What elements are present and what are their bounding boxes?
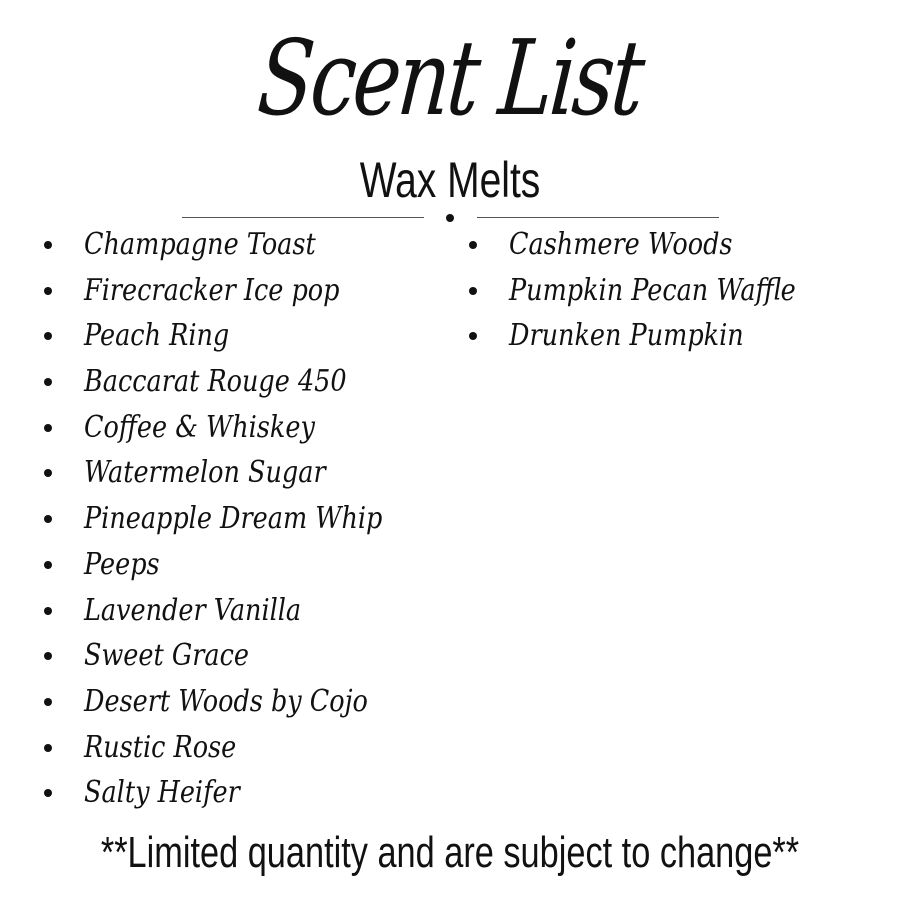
- bullet: [469, 287, 477, 295]
- list-item: [465, 268, 846, 314]
- bullet: [44, 607, 52, 615]
- scent-name: Pumpkin Pecan Waffle: [509, 272, 796, 308]
- divider-right: [477, 217, 719, 218]
- bullet: [44, 515, 52, 523]
- scent-name: Desert Woods by Cojo: [84, 683, 368, 719]
- list-item: [40, 359, 435, 405]
- scent-name: Pineapple Dream Whip: [84, 501, 383, 537]
- list-item: [40, 268, 435, 314]
- bullet: [44, 652, 52, 660]
- bullet: [44, 561, 52, 569]
- list-item: [465, 313, 846, 359]
- scent-name: Cashmere Woods: [509, 227, 733, 262]
- scent-name: Peeps: [84, 546, 160, 582]
- list-item: [40, 633, 435, 679]
- bullet: [44, 332, 52, 340]
- scent-name: Sweet Grace: [84, 638, 249, 674]
- scent-list-column-1: [40, 222, 435, 816]
- scent-name: Coffee & Whiskey: [84, 409, 315, 445]
- scent-name: Peach Ring: [84, 318, 230, 354]
- bullet: [44, 241, 52, 249]
- bullet: [469, 241, 477, 249]
- scent-name: Salty Heifer: [84, 775, 240, 811]
- page-title: Scent List: [253, 17, 647, 139]
- divider-left: [182, 217, 424, 218]
- bullet: [44, 744, 52, 752]
- footer-note: **Limited quantity and are subject to change**: [100, 828, 800, 877]
- list-item: [465, 222, 846, 268]
- bullet: [44, 789, 52, 797]
- page-subtitle: Wax Melts: [359, 152, 541, 208]
- scent-name: Firecracker Ice pop: [84, 272, 340, 308]
- list-item: [40, 679, 435, 725]
- bullet: [44, 378, 52, 386]
- scent-name: Lavender Vanilla: [84, 592, 302, 628]
- scent-name: Baccarat Rouge 450: [84, 364, 347, 400]
- scent-name: Champagne Toast: [84, 227, 316, 262]
- scent-list-column-2: [465, 222, 846, 359]
- scent-name: Watermelon Sugar: [84, 455, 326, 491]
- list-item: [40, 542, 435, 588]
- list-item: [40, 496, 435, 542]
- list-item: [40, 588, 435, 634]
- list-item: [40, 450, 435, 496]
- scent-name: Rustic Rose: [84, 729, 237, 765]
- bullet: [44, 424, 52, 432]
- list-item: [40, 770, 435, 816]
- bullet: [44, 287, 52, 295]
- list-item: [40, 222, 435, 268]
- bullet: [44, 698, 52, 706]
- divider-dot: [446, 214, 454, 222]
- list-item: [40, 725, 435, 771]
- list-item: [40, 405, 435, 451]
- bullet: [469, 332, 477, 340]
- bullet: [44, 469, 52, 477]
- scent-name: Drunken Pumpkin: [509, 318, 744, 354]
- list-item: [40, 313, 435, 359]
